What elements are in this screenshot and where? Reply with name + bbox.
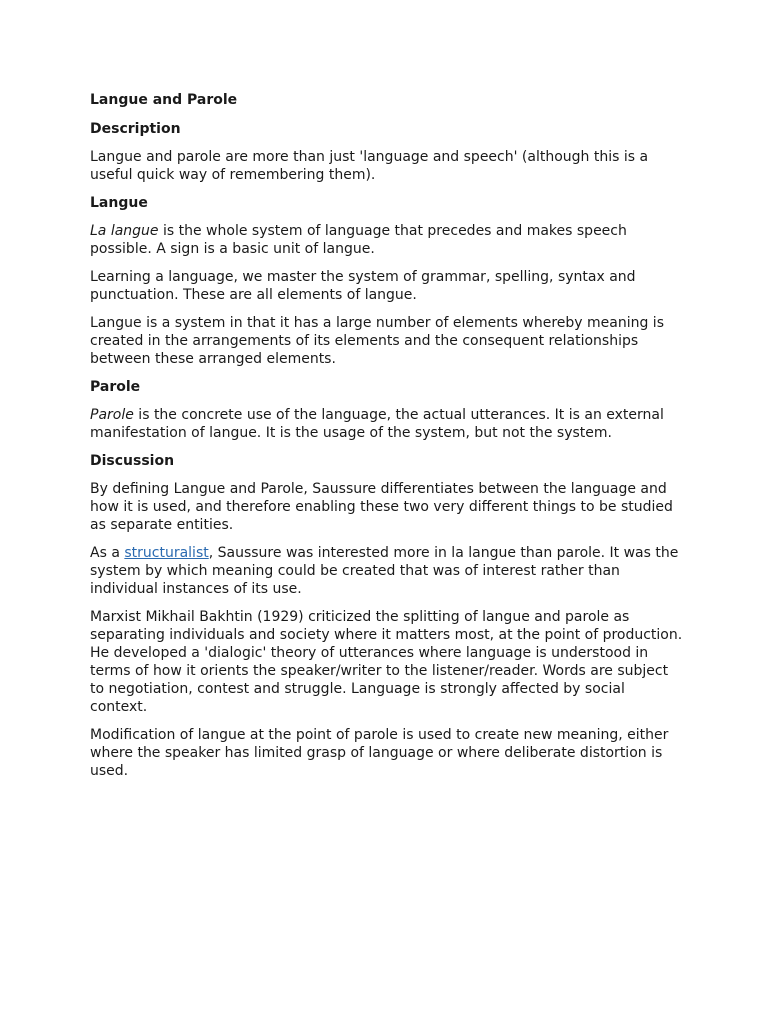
text-line: useful quick way of remembering them).	[90, 167, 376, 183]
paragraph-discussion-bakhtin	[90, 608, 683, 716]
text-span: As a	[90, 545, 125, 561]
paragraph-description	[90, 148, 680, 184]
text-line: possible. A sign is a basic unit of langue.	[90, 241, 375, 257]
text-line	[90, 406, 680, 424]
term-parole: Parole	[90, 407, 134, 423]
text-line: created in the arrangements of its elements and the consequent relationships	[90, 333, 639, 349]
paragraph-langue-definition	[90, 222, 680, 258]
text-line: Marxist Mikhail Bakhtin (1929) criticized the splitting of langue and parole as	[90, 609, 630, 625]
text-line	[90, 222, 680, 240]
text-line: terms of how it orients the speaker/writer to the listener/reader. Words are subject	[90, 663, 669, 679]
term-la-langue: La langue	[90, 223, 159, 239]
text-line: used.	[90, 763, 129, 779]
text-line: Langue and parole are more than just 'language and speech' (although this is a	[90, 149, 649, 165]
text-line: context.	[90, 699, 148, 715]
text-line: individual instances of its use.	[90, 581, 302, 597]
text-line: how it is used, and therefore enabling these two very different things to be studied	[90, 499, 673, 515]
paragraph-discussion-defining	[90, 480, 680, 534]
text-line: where the speaker has limited grasp of language or where deliberate distortion is	[90, 745, 663, 761]
text-line: between these arranged elements.	[90, 351, 336, 367]
text-line: system by which meaning could be created that was of interest rather than	[90, 563, 620, 579]
document-title: Langue and Parole	[90, 92, 238, 108]
text-line: to negotiation, contest and struggle. Language is strongly affected by social	[90, 681, 625, 697]
heading-discussion: Discussion	[90, 453, 175, 469]
heading-parole: Parole	[90, 379, 141, 395]
text-span: is the whole system of language that precedes and makes speech	[158, 223, 627, 239]
text-line: Langue is a system in that it has a large number of elements whereby meaning is	[90, 315, 664, 331]
text-line	[90, 544, 680, 562]
text-span: , Saussure was interested more in la langue than parole. It was the	[208, 545, 679, 561]
paragraph-langue-system	[90, 314, 680, 368]
text-line: separating individuals and society where it matters most, at the point of production.	[90, 627, 683, 643]
text-span: is the concrete use of the language, the actual utterances. It is an external	[133, 407, 664, 423]
text-line: By defining Langue and Parole, Saussure differentiates between the language and	[90, 481, 667, 497]
heading-langue: Langue	[90, 195, 148, 211]
text-line: Modification of langue at the point of parole is used to create new meaning, either	[90, 727, 669, 743]
text-line: as separate entities.	[90, 517, 234, 533]
structuralist-link[interactable]: structuralist	[124, 545, 209, 561]
text-line: punctuation. These are all elements of langue.	[90, 287, 417, 303]
text-line: He developed a 'dialogic' theory of utterances where language is understood in	[90, 645, 649, 661]
paragraph-discussion-modification	[90, 726, 680, 780]
paragraph-discussion-structuralist	[90, 544, 680, 598]
paragraph-parole-definition	[90, 406, 680, 442]
text-line: Learning a language, we master the system of grammar, spelling, syntax and	[90, 269, 636, 285]
paragraph-langue-learning	[90, 268, 680, 304]
heading-description: Description	[90, 121, 181, 137]
text-line: manifestation of langue. It is the usage of the system, but not the system.	[90, 425, 612, 441]
